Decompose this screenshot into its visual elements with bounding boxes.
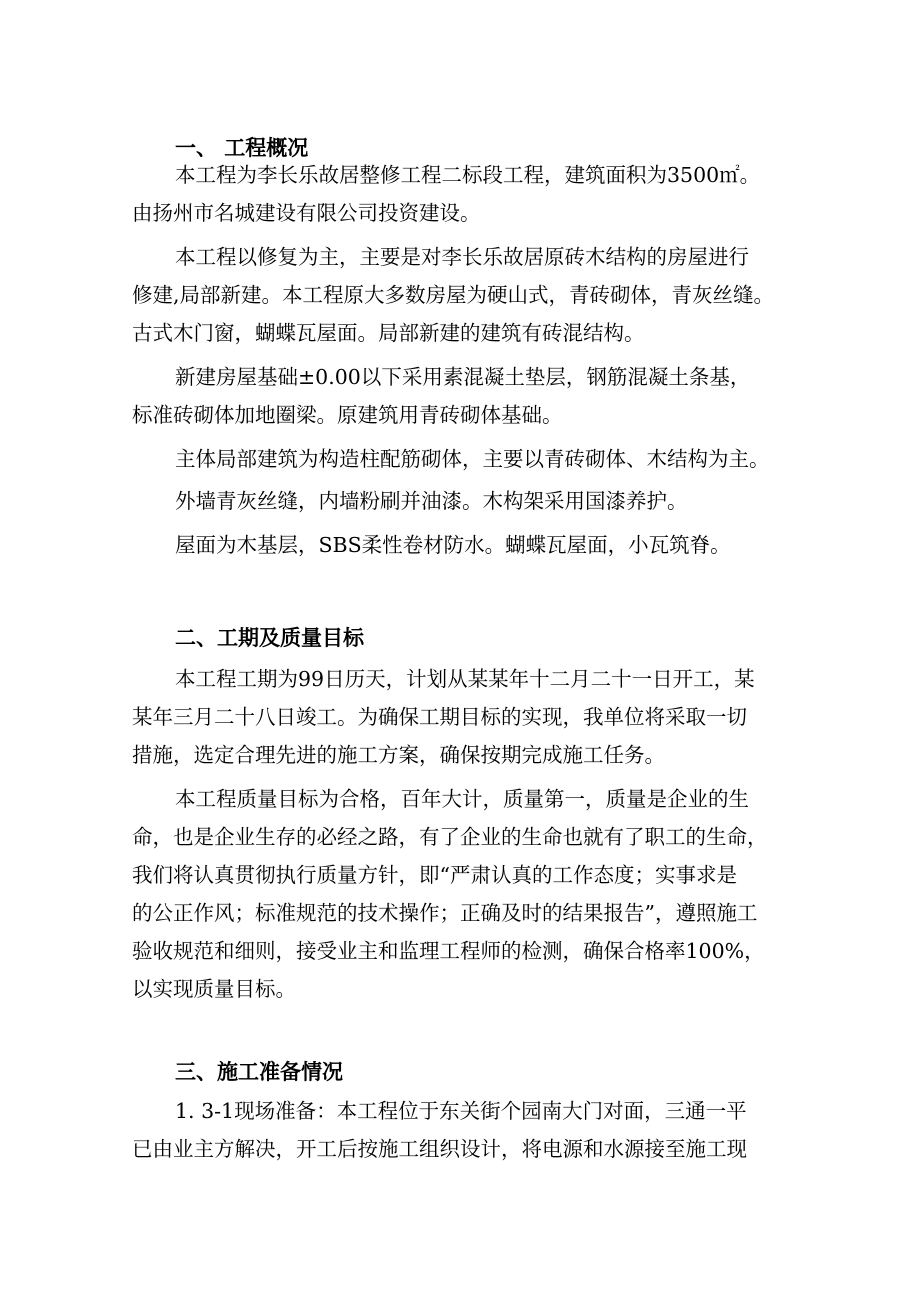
section-heading-2: 二、工期及质量目标 [175,626,364,650]
paragraph-line: 修建,局部新建。本工程原大多数房屋为硬山式，青砖砌体，青灰丝缝。 [132,283,775,307]
section-body-1 [0,156,920,564]
section-heading-3: 三、施工准备情况 [175,1060,343,1084]
paragraph-line: 某年三月二十八日竣工。为确保工期目标的实现，我单位将采取一切 [132,705,747,729]
section-body-3 [0,1092,920,1168]
paragraph-line: 措施，选定合理先进的施工方案，确保按期完成施工任务。 [132,743,665,767]
paragraph-line: 主体局部建筑为构造柱配筋砌体，主要以青砖砌体、木结构为主。 [175,447,770,471]
paragraph-line: 本工程质量目标为合格，百年大计，质量第一，质量是企业的生 [175,787,749,811]
paragraph-line: 新建房屋基础±0.00以下采用素混凝土垫层，钢筋混凝土条基， [175,365,751,389]
paragraph-line: 命，也是企业生存的必经之路，有了企业的生命也就有了职工的生命， [132,825,768,849]
paragraph-line: 古式木门窗，蝴蝶瓦屋面。局部新建的建筑有砖混结构。 [132,321,645,345]
paragraph-line: 外墙青灰丝缝，内墙粉刷并油漆。木构架采用国漆养护。 [175,489,688,513]
paragraph-line: 本工程以修复为主，主要是对李长乐故居原砖木结构的房屋进行 [175,245,749,269]
section-body-2 [0,660,920,1008]
paragraph-line: 已由业主方解决，开工后按施工组织设计，将电源和水源接至施工现 [132,1137,747,1161]
section-heading-1: 一、 工程概况 [175,136,309,160]
paragraph-line: 本工程工期为99日历天，计划从某某年十二月二十一日开工，某 [175,667,755,691]
paragraph-line: 本工程为李长乐故居整修工程二标段工程，建筑面积为3500㎡。 [175,163,761,187]
paragraph-line: 以实现质量目标。 [132,977,296,1001]
paragraph-line: 屋面为木基层，SBS柔性卷材防水。蝴蝶瓦屋面，小瓦筑脊。 [175,533,731,557]
paragraph-line: 标准砖砌体加地圈梁。原建筑用青砖砌体基础。 [132,403,563,427]
paragraph-line: 我们将认真贯彻执行质量方针，即“严肃认真的工作态度；实事求是 [132,863,737,887]
paragraph-line: 1. 3-1现场准备：本工程位于东关街个园南大门对面，三通一平 [175,1099,747,1123]
paragraph-line: 的公正作风；标准规范的技术操作；正确及时的结果报告”，遵照施工 [132,901,758,925]
paragraph-line: 验收规范和细则，接受业主和监理工程师的检测，确保合格率100%， [132,939,765,963]
paragraph-line: 由扬州市名城建设有限公司投资建设。 [132,201,481,225]
